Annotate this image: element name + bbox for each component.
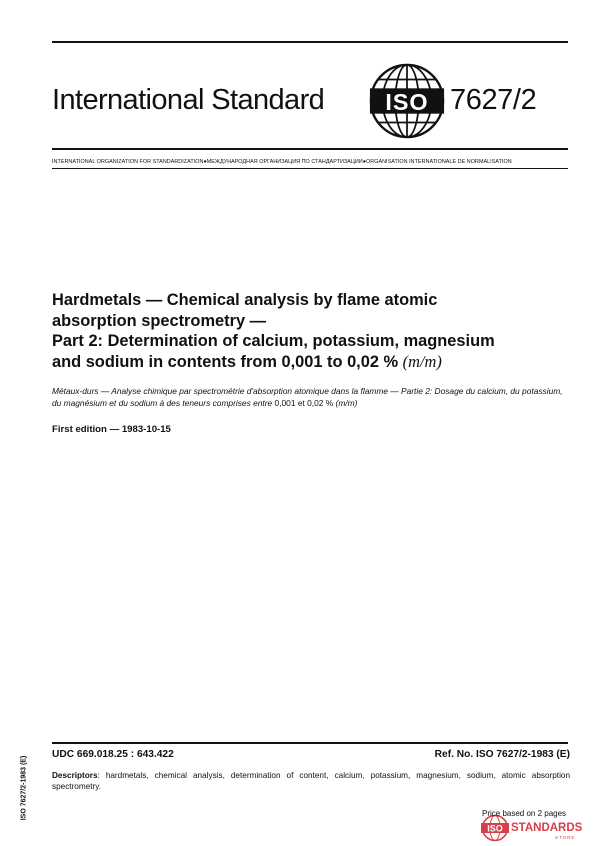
french-title-text: Métaux-durs — Analyse chimique par spectrométrie d'absorption atomique dans la flamme — Partie 2: Dosage du calcium, du potassium, du magnésium et du sodium à des teneurs comprises entre (52, 386, 563, 408)
document-title (52, 290, 572, 372)
french-title-unit: (m/m) (333, 398, 358, 408)
price-note: Price based on 2 pages (482, 809, 567, 818)
iso-logo-text: ISO (385, 88, 429, 115)
side-document-code (16, 745, 32, 831)
edition-line: First edition — 1983-10-15 (52, 424, 171, 435)
french-title-range: 0,001 et 0,02 % (274, 398, 334, 408)
title-line-4-text: and sodium in contents from 0,001 to 0,02 % (52, 352, 403, 371)
descriptors (52, 770, 570, 792)
top-rule (52, 41, 568, 43)
title-line-2: absorption spectrometry — (52, 311, 267, 330)
side-code-text: ISO 7627/2-1983 (E) (20, 755, 28, 821)
document-type-title: International Standard (52, 84, 325, 116)
header-rule-thick (52, 148, 568, 150)
footer-rule (52, 742, 568, 744)
title-line-3: Part 2: Determination of calcium, potassium, magnesium (52, 332, 495, 350)
watermark-sub: STORE (555, 835, 576, 840)
watermark-brand: STANDARDS (511, 822, 583, 834)
descriptors-label: Descriptors (52, 771, 98, 780)
reference-number: Ref. No. ISO 7627/2-1983 (E) (434, 749, 570, 760)
title-line-1: Hardmetals — Chemical analysis by flame atomic (52, 291, 438, 309)
udc-number: UDC 669.018.25 : 643.422 (52, 749, 174, 760)
header-rule-thin (52, 168, 568, 169)
descriptors-text: : hardmetals, chemical analysis, determination of content, calcium, potassium, magnesium, sodium, atomic absorption spectrometry. (52, 771, 570, 791)
organization-line: INTERNATIONAL ORGANIZATION FOR STANDARDIZATION●МЕЖДУНАРОДНАЯ ОРГАНИЗАЦИЯ ПО СТАНДАРТИЗАЦИИ●ORGANISATION INTERNATIONALE DE NORMALISATION (52, 159, 512, 165)
standard-number: 7627/2 (450, 84, 537, 116)
iso-standards-store-watermark[interactable] (481, 814, 593, 842)
title-unit: (m/m) (402, 351, 442, 371)
watermark-logo-text: ISO (487, 823, 503, 834)
french-title (52, 385, 572, 409)
title-line-4 (52, 352, 572, 373)
iso-logo (368, 62, 446, 140)
